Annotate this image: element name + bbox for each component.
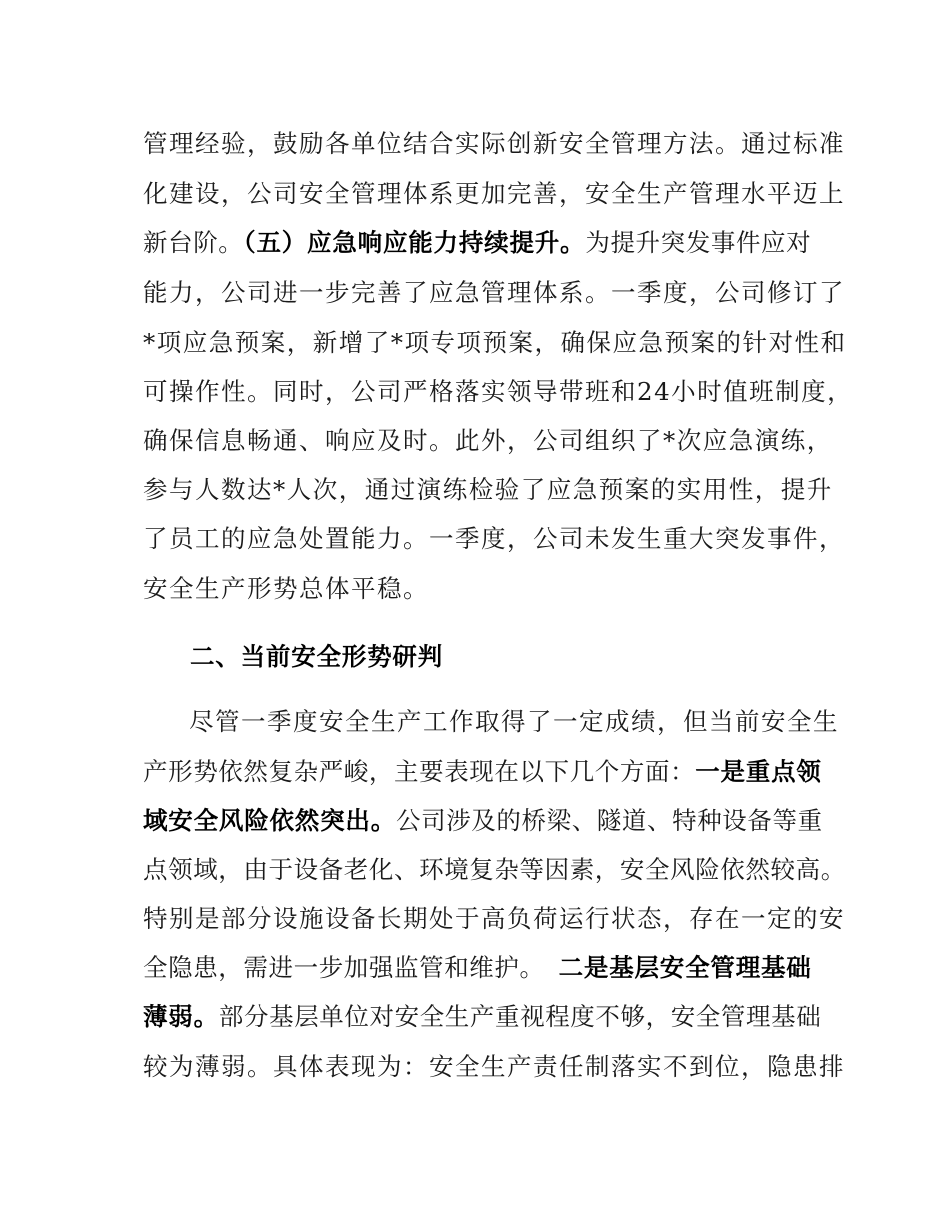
body-text-line: 安全生产形势总体平稳。 bbox=[143, 574, 429, 603]
key-point-inline: 一是重点领 bbox=[695, 757, 822, 786]
body-text-line bbox=[143, 755, 822, 789]
body-text-line: 确保信息畅通、响应及时。此外，公司组织了*次应急演练， bbox=[143, 426, 833, 455]
body-text-line: 参与人数达*人次，通过演练检验了应急预案的实用性，提升 bbox=[143, 475, 833, 504]
body-text-span: 为提升突发事件应对 bbox=[585, 228, 812, 257]
body-text-line: 能力，公司进一步完善了应急管理体系。一季度，公司修订了 bbox=[143, 278, 845, 307]
body-text-line: 点领域，由于设备老化、环境复杂等因素，安全风险依然较高。 bbox=[143, 855, 846, 884]
body-text-line: 了员工的应急处置能力。一季度，公司未发生重大突发事件， bbox=[143, 524, 845, 553]
body-text-line bbox=[143, 226, 811, 260]
key-point-inline: 域安全风险依然突出。 bbox=[143, 806, 396, 835]
section-heading: 二、当前安全形势研判 bbox=[190, 642, 443, 671]
body-text-span: 新台阶。 bbox=[143, 228, 244, 257]
body-text-line: 化建设，公司安全管理体系更加完善，安全生产管理水平迈上 bbox=[143, 179, 845, 208]
body-text-line: 可操作性。同时，公司严格落实领导带班和24小时值班制度， bbox=[143, 377, 854, 406]
body-text-line: *项应急预案，新增了*项专项预案，确保应急预案的针对性和 bbox=[143, 328, 847, 357]
body-text-span: 产形势依然复杂严峻，主要表现在以下几个方面： bbox=[143, 757, 696, 786]
body-text-line: 特别是部分设施设备长期处于高负荷运行状态，存在一定的安 bbox=[143, 904, 845, 933]
body-text-line bbox=[143, 804, 823, 838]
body-text-line: 管理经验，鼓励各单位结合实际创新安全管理方法。通过标准 bbox=[143, 129, 845, 158]
body-text-line: 尽管一季度安全生产工作取得了一定成绩，但当前安全生 bbox=[189, 707, 839, 736]
body-text-line bbox=[143, 951, 812, 985]
body-text-span: 公司涉及的桥梁、隧道、特种设备等重 bbox=[396, 806, 823, 835]
key-point-inline: 薄弱。 bbox=[143, 1002, 219, 1031]
key-point-inline: 二是基层安全管理基础 bbox=[558, 953, 812, 982]
body-text-span: 部分基层单位对安全生产重视程度不够，安全管理基础 bbox=[218, 1002, 822, 1031]
body-text-span: 全隐患，需进一步加强监管和维护。 bbox=[143, 953, 545, 982]
body-text-line bbox=[143, 1000, 821, 1034]
subsection-heading-inline: （五）应急响应能力持续提升。 bbox=[243, 228, 586, 257]
body-text-line: 较为薄弱。具体表现为：安全生产责任制落实不到位，隐患排 bbox=[143, 1052, 845, 1081]
